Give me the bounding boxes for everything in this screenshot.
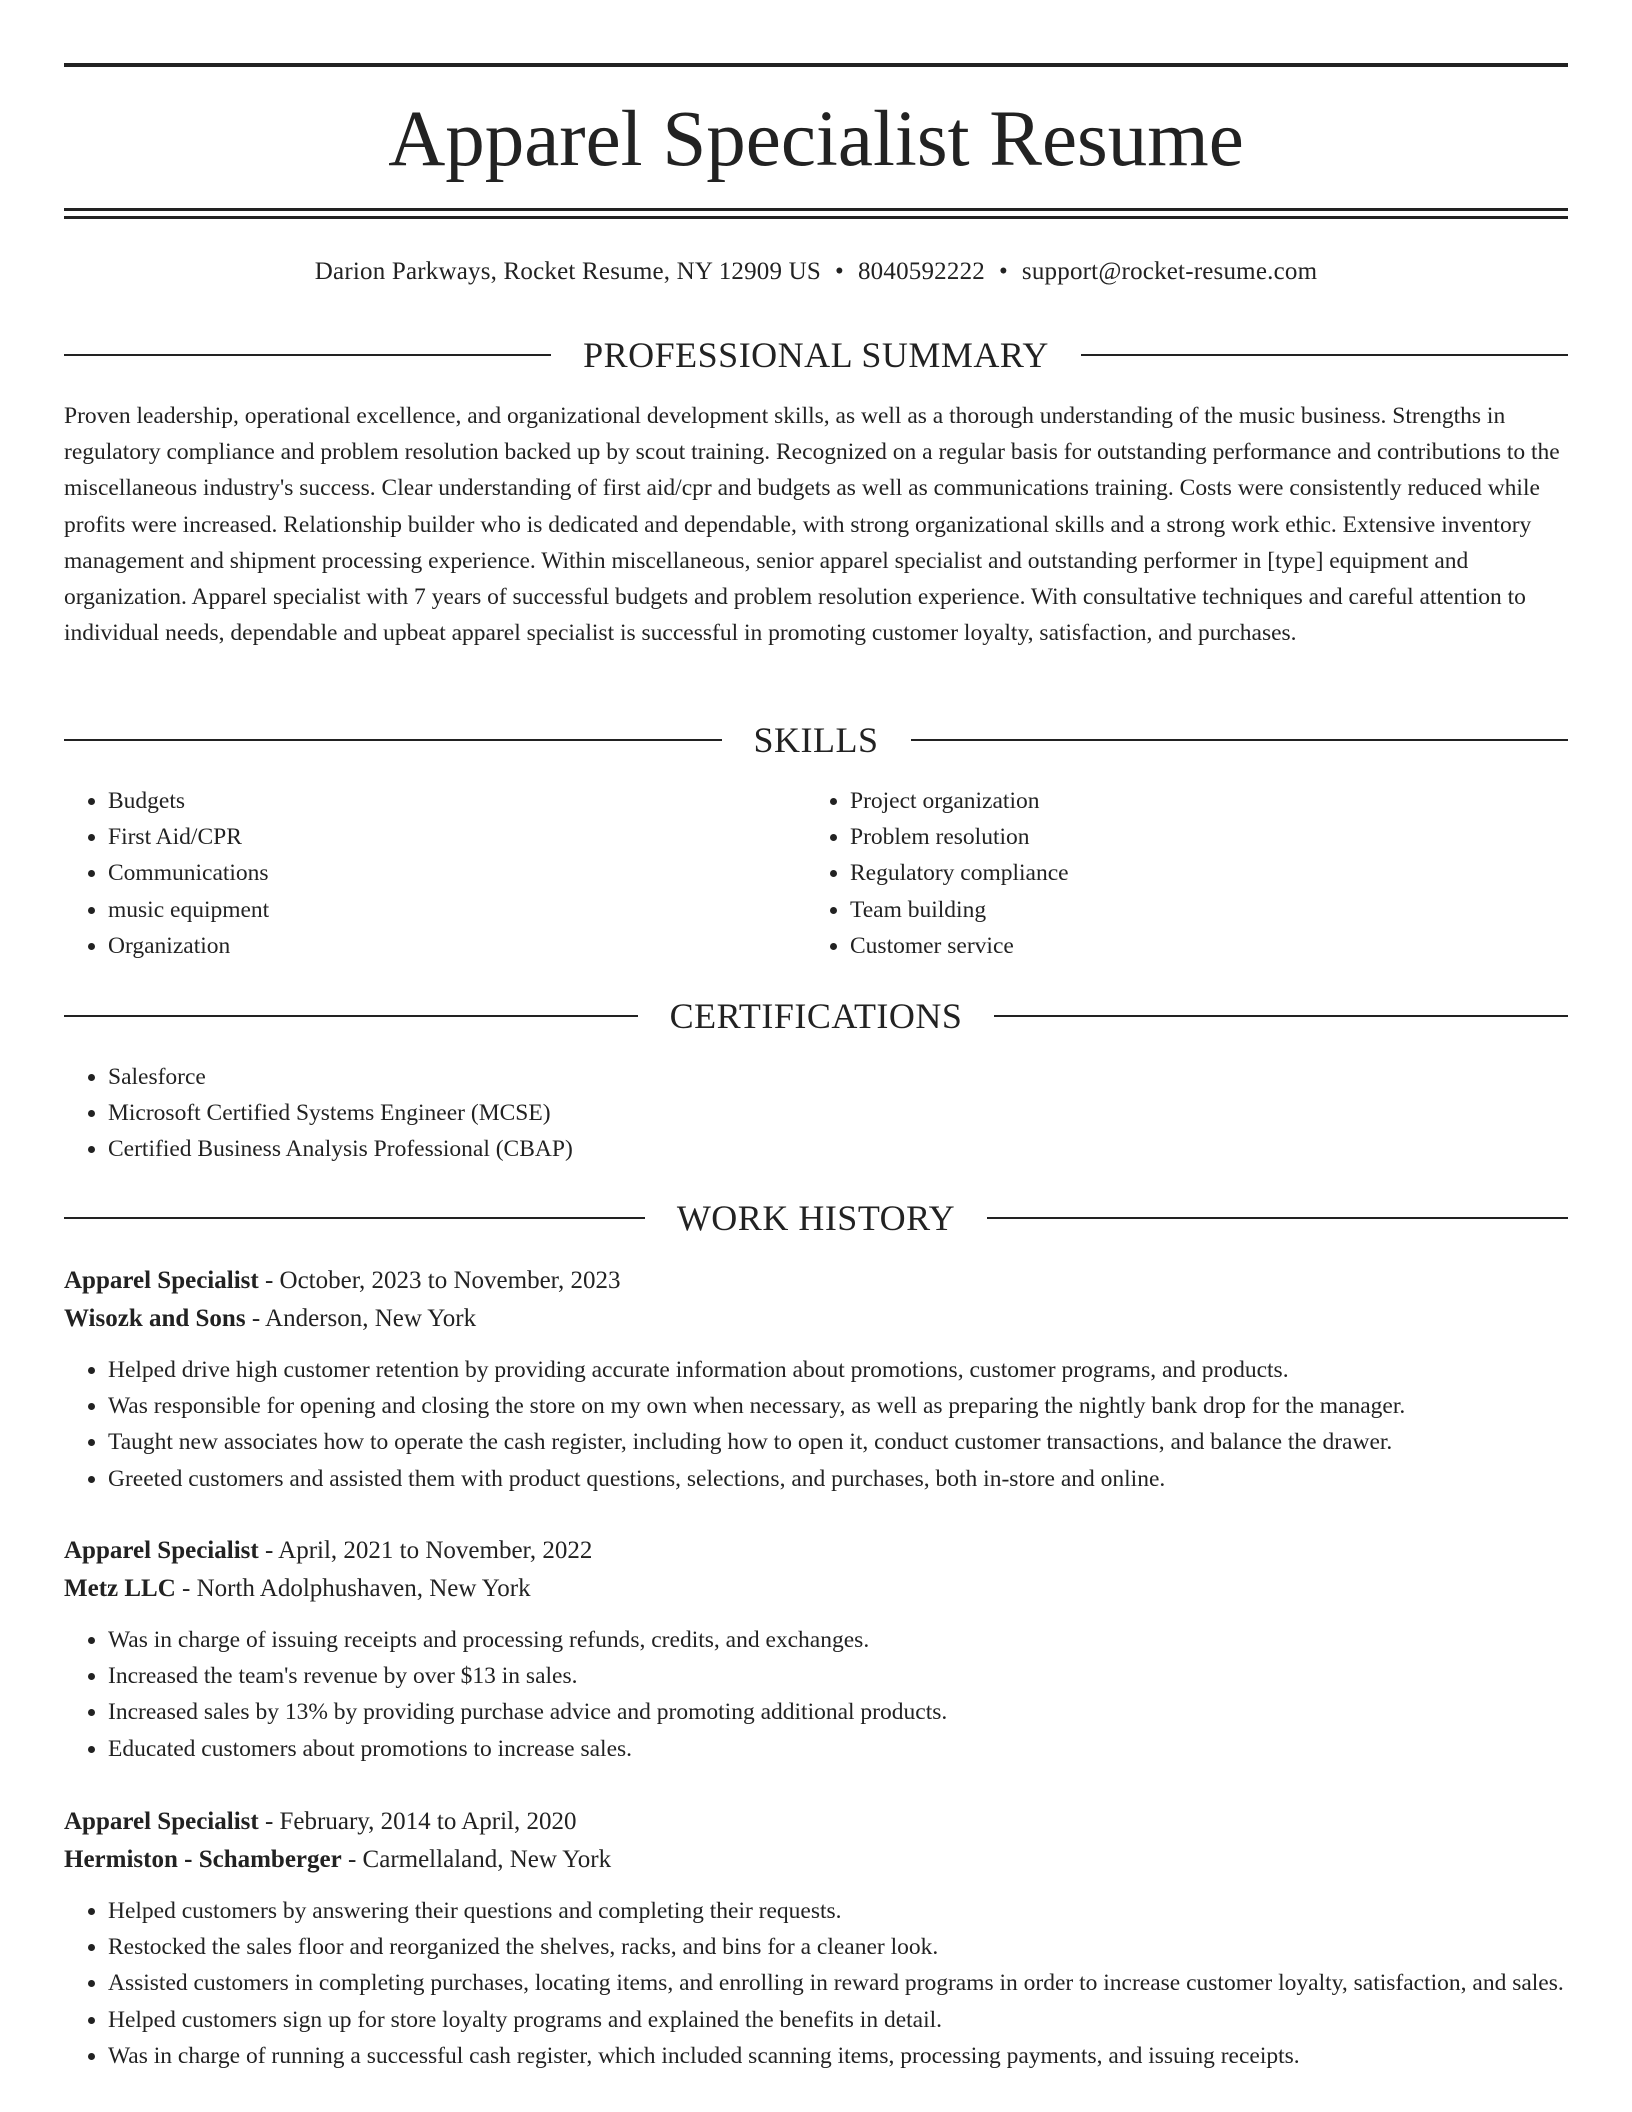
skill-item: • Project organization xyxy=(850,783,1506,819)
job-location: - Anderson, New York xyxy=(245,1305,477,1332)
job-dates: - February, 2014 to April, 2020 xyxy=(258,1808,577,1835)
job-title: Apparel Specialist xyxy=(64,1267,259,1294)
contact-phone: 8040592222 xyxy=(857,258,985,285)
header-top-rule xyxy=(64,63,1568,67)
job-title: Apparel Specialist xyxy=(64,1808,259,1835)
summary-heading-row xyxy=(64,330,1568,380)
skill-item: • Regulatory compliance xyxy=(850,855,1506,891)
heading-rule-left xyxy=(64,1217,645,1219)
skill-item: • Budgets xyxy=(108,783,764,819)
job-company: Wisozk and Sons xyxy=(64,1305,246,1332)
job-title-line xyxy=(64,1803,1568,1841)
skills-column-right xyxy=(806,783,1506,964)
job-company-line xyxy=(64,1570,1568,1608)
certification-item: • Microsoft Certified Systems Engineer (MCSE) xyxy=(108,1095,1568,1131)
contact-separator: • xyxy=(998,258,1008,285)
job-bullet: • Helped customers sign up for store loyalty programs and explained the benefits in detail. xyxy=(108,2002,1568,2038)
job-title-line xyxy=(64,1532,1568,1570)
job-bullet: • Helped drive high customer retention by providing accurate information about promotions, customer programs, and products. xyxy=(108,1352,1568,1388)
job-bullet: • Was responsible for opening and closing the store on my own when necessary, as well as preparing the nightly bank drop for the manager. xyxy=(108,1388,1568,1424)
skill-item: • music equipment xyxy=(108,892,764,928)
contact-separator: • xyxy=(835,258,844,285)
job-bullet: • Restocked the sales floor and reorganized the shelves, racks, and bins for a cleaner look. xyxy=(108,1929,1568,1965)
heading-rule-right xyxy=(987,1217,1568,1219)
job-bullet: • Was in charge of running a successful cash register, which included scanning items, processing payments, and issuing receipts. xyxy=(108,2038,1568,2074)
summary-paragraph: Proven leadership, operational excellence, and organizational development skills, as well as a thorough understanding of the music business. Strengths in regulatory compliance and problem resolution backed up by scout training. Recognized on a regular basis for outstanding performance and contributions to the miscellaneous industry's success. Clear understanding of first aid/cpr and budgets as well as communications training. Costs were consistently reduced while profits were increased. Relationship builder who is dedicated and dependable, with strong organizational skills and a strong work ethic. Extensive inventory management and shipment processing experience. Within miscellaneous, senior apparel specialist and outstanding performer in [type] equipment and organization. Apparel specialist with 7 years of successful budgets and problem resolution experience. With consultative techniques and careful attention to individual needs, dependable and upbeat apparel specialist is successful in promoting customer loyalty, satisfaction, and purchases. xyxy=(64,403,1560,647)
skill-item: • Team building xyxy=(850,892,1506,928)
skill-item: • Problem resolution xyxy=(850,819,1506,855)
job-bullet: • Taught new associates how to operate the cash register, including how to open it, conduct customer transactions, and balance the drawer. xyxy=(108,1424,1568,1460)
skill-item: • First Aid/CPR xyxy=(108,819,764,855)
job-title-line xyxy=(64,1262,1568,1300)
job-company: Metz LLC xyxy=(64,1575,176,1602)
job-dates: - October, 2023 to November, 2023 xyxy=(258,1267,621,1294)
skills-column-left xyxy=(64,783,764,964)
job-entry xyxy=(64,1803,1568,2074)
certification-item: • Certified Business Analysis Professional (CBAP) xyxy=(108,1131,1568,1167)
skill-item: • Communications xyxy=(108,855,764,891)
skill-item: • Customer service xyxy=(850,928,1506,964)
heading-rule-right xyxy=(994,1015,1568,1017)
job-company-line xyxy=(64,1300,1568,1338)
job-entry xyxy=(64,1262,1568,1497)
header-double-rule-upper xyxy=(64,208,1568,211)
heading-rule-right xyxy=(1081,354,1568,356)
job-location: - North Adolphushaven, New York xyxy=(175,1575,531,1602)
work-history-heading-row xyxy=(64,1193,1568,1243)
job-bullet: • Helped customers by answering their questions and completing their requests. xyxy=(108,1893,1568,1929)
job-location: - Carmellaland, New York xyxy=(341,1846,612,1873)
resume-title: Apparel Specialist Resume xyxy=(388,96,1244,183)
heading-rule-right xyxy=(911,739,1569,741)
summary-heading: PROFESSIONAL SUMMARY xyxy=(583,335,1049,375)
job-bullet: • Increased sales by 13% by providing purchase advice and promoting additional products. xyxy=(108,1694,1568,1730)
work-history-heading: WORK HISTORY xyxy=(676,1198,956,1238)
skills-heading-row xyxy=(64,715,1568,765)
job-bullet: • Increased the team's revenue by over $13 in sales. xyxy=(108,1658,1568,1694)
heading-rule-left xyxy=(64,354,551,356)
skills-heading: SKILLS xyxy=(753,720,879,760)
job-bullet: • Educated customers about promotions to increase sales. xyxy=(108,1731,1568,1767)
job-title: Apparel Specialist xyxy=(64,1537,259,1564)
skill-item: • Organization xyxy=(108,928,764,964)
job-bullet: • Greeted customers and assisted them with product questions, selections, and purchases, both in-store and online. xyxy=(108,1461,1568,1497)
header-double-rule-lower xyxy=(64,216,1568,219)
certification-item: • Salesforce xyxy=(108,1059,1568,1095)
contact-line xyxy=(64,254,1568,290)
certifications-heading: CERTIFICATIONS xyxy=(669,996,963,1036)
job-bullet: • Was in charge of issuing receipts and processing refunds, credits, and exchanges. xyxy=(108,1622,1568,1658)
job-dates: - April, 2021 to November, 2022 xyxy=(258,1537,593,1564)
contact-email: support@rocket-resume.com xyxy=(1021,258,1318,285)
heading-rule-left xyxy=(64,739,722,741)
certifications-heading-row xyxy=(64,991,1568,1041)
certifications-list xyxy=(64,1059,1568,1168)
contact-address: Darion Parkways, Rocket Resume, NY 12909 US xyxy=(314,258,822,285)
job-entry xyxy=(64,1532,1568,1767)
job-company-line xyxy=(64,1841,1568,1879)
job-bullet: • Assisted customers in completing purchases, locating items, and enrolling in reward programs in order to increase customer loyalty, satisfaction, and sales. xyxy=(108,1965,1568,2001)
heading-rule-left xyxy=(64,1015,638,1017)
job-company: Hermiston - Schamberger xyxy=(64,1846,342,1873)
